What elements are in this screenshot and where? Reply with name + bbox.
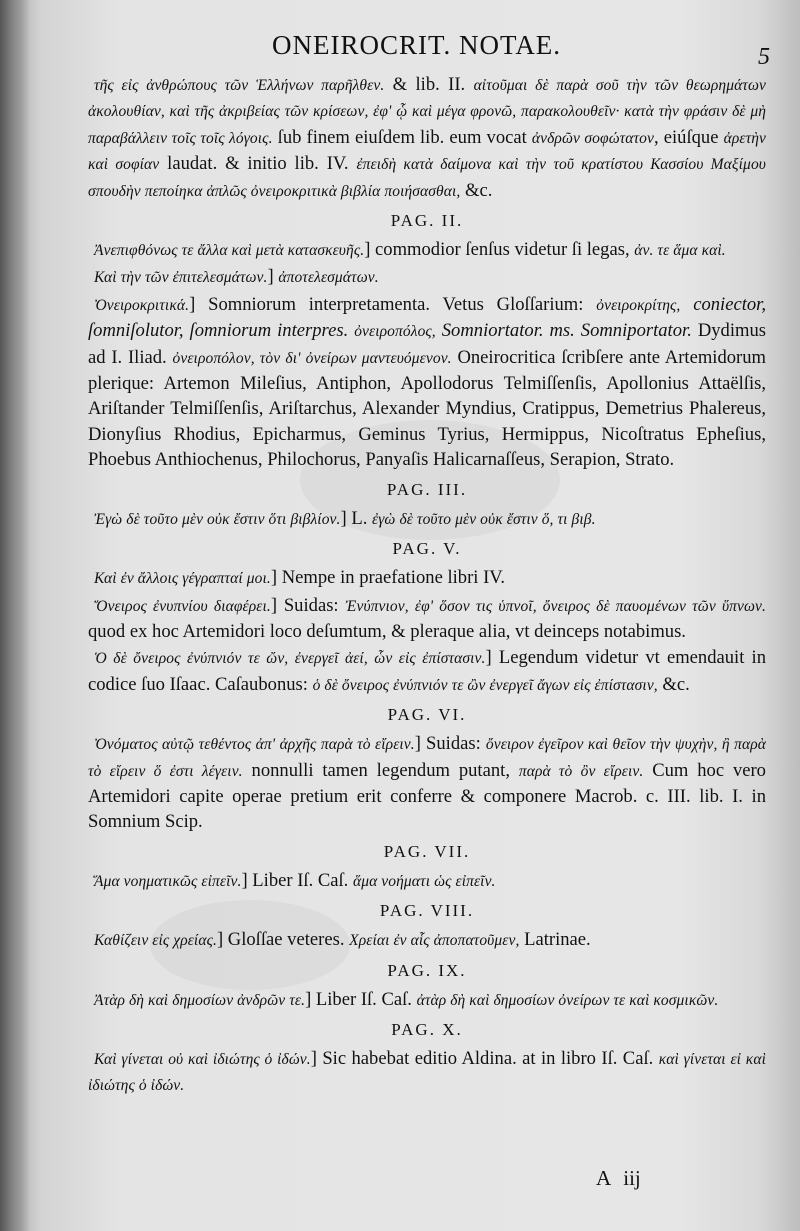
greek-lemma: Ὄνειρος ἐνυπνίου διαφέρει. (94, 597, 271, 615)
greek-lemma: Ὀνειροκριτικά. (94, 296, 190, 314)
latin-text: Dydimus ad I. Iliad. (88, 320, 767, 368)
greek-lemma: Ἐγὼ δὲ τοῦτο μὲν οὐκ ἔστιν ὅτι βιβλίον. (94, 510, 341, 528)
greek-text: ἀποτελεσμάτων. (278, 269, 379, 287)
page-gutter-shadow (0, 0, 30, 1231)
latin-italic-text: coniector, ſomniſolutor, ſomniorum interpres. (88, 293, 766, 342)
greek-lemma: Καθίζειν εἰς χρείας. (94, 932, 217, 950)
greek-lemma: Ἅμα νοηματικῶς εἰπεῖν. (94, 872, 242, 890)
note-paragraph (88, 593, 766, 645)
section-heading-pag-iii: PAG. III. (386, 479, 468, 499)
latin-text: ] Sic habebat editio Aldina. at in libro Iſ. Caſ. (310, 1047, 659, 1069)
latin-text: Oneirocritica ſcribſere ante Artemidorum plerique: Artemon Mileſius, Antiphon, Apollodorus Telmiſſenſis, Apollonius Attaëlſis, Ariſtander Telmiſſenſis, Ariſtarchus, Alexander Myndius, Cratippus, Demetrius Phalereus, Dionyſius Rhodius, Epicharmus, Geminus Tyrius, Hermippus, Nicoſtratus Epheſius, Phoebus Anthiochenus, Philochorus, Panyaſis Halicarnaſſeus, Serapion, Strato. (88, 346, 767, 471)
greek-lemma: Ἀνεπιφθόνως τε ἄλλα καὶ μετὰ κατασκευῆς. (94, 242, 365, 260)
running-title: ONEIROCRIT. NOTAE. (272, 30, 562, 60)
latin-text: ] Suidas: (414, 733, 486, 755)
note-paragraph (88, 1046, 766, 1099)
latin-text: ] (267, 266, 279, 288)
latin-text: quod ex hoc Artemidori loco deſumtum, & pleraque alia, vt deinceps notabimus. (88, 620, 686, 642)
latin-text: ] L. (340, 507, 373, 529)
greek-text: αἰτοῦμαι δὲ παρὰ σοῦ τὴν τῶν θεωρημάτων ἀκολουθίαν, καὶ τῆς ἀκριβείας τῶν κρίσεων, ἐφ' ᾧ καὶ μέγα φρονῶ, παρακολουθεῖν· κατὰ τὴν φράσιν δὲ μὴ παραβάλλειν τοῖς τοῖς λόγοις. (88, 77, 766, 147)
latin-text: , eiúſque (653, 126, 724, 148)
note-paragraph (88, 237, 766, 263)
section-heading-pag-ix: PAG. IX. (387, 960, 467, 980)
section-heading-pag-v: PAG. V. (392, 539, 462, 559)
page-header (0, 30, 800, 70)
latin-text: nonnulli tamen legendum putant, (242, 759, 519, 781)
latin-italic-text: ms. Somniportator. (549, 320, 692, 342)
note-paragraph (88, 565, 766, 591)
greek-text: Χρείαι ἐν αἷς ἀποπατοῦμεν, (349, 932, 520, 950)
latin-text: ] Gloſſae veteres. (216, 929, 350, 951)
latin-text: & lib. II. (384, 74, 474, 95)
latin-text: ſub finem eiuſdem lib. eum vocat (272, 126, 532, 148)
latin-text: ] Legendum videtur vt emendauit in codice ſuo Iſaac. Caſaubonus: (88, 647, 767, 695)
greek-text: ὁ δὲ ὄνειρος ἐνύπνιόν τε ὢν ἐνεργεῖ ἄγων εἰς ἐπίστασιν, (312, 676, 658, 694)
section-heading-pag-x: PAG. X. (391, 1019, 463, 1039)
greek-text: τῆς εἰς ἀνθρώπους τῶν Ἑλλήνων παρῆλθεν. (94, 77, 385, 94)
note-paragraph (88, 72, 766, 204)
note-paragraph (88, 731, 766, 835)
latin-text: ] Suidas: (270, 594, 346, 616)
section-heading-pag-viii: PAG. VIII. (379, 901, 475, 921)
latin-text: &c. (460, 179, 493, 201)
page-number: 5 (758, 44, 770, 70)
greek-lemma: Ὀνόματος αὐτῷ τεθέντος ἀπ' ἀρχῆς παρὰ τὸ εἴρειν. (94, 736, 415, 754)
greek-text: ἀν. τε ἅμα καὶ. (634, 242, 726, 260)
greek-lemma: Καὶ ἐν ἄλλοις γέγραπταί μοι. (94, 570, 271, 588)
greek-lemma: Καὶ γίνεται οὐ καὶ ἰδιώτης ὁ ἰδών. (94, 1050, 311, 1068)
greek-lemma: Ὁ δὲ ὄνειρος ἐνύπνιόν τε ὤν, ἐνεργεῖ ἀεί, ὧν εἰς ἐπίστασιν. (94, 650, 486, 668)
note-paragraph (88, 292, 766, 473)
greek-text: ὀνειροπόλον, τὸν δι' ὀνείρων μαντευόμενον. (172, 349, 452, 367)
latin-text: ] Liber Iſ. Caſ. (241, 869, 353, 891)
latin-text: Cum hoc vero Artemidori capite operae pretium erit conferre & componere Macrob. c. III. lib. I. in Somnium Scip. (88, 759, 766, 833)
greek-text: ὀνειροπόλος, (354, 323, 436, 341)
latin-text: ] commodior ſenſus videtur ſi legas, (364, 239, 635, 261)
section-heading-pag-ii: PAG. II. (390, 211, 464, 231)
greek-text: ὀνειροκρίτης, (596, 296, 681, 314)
greek-lemma: Ἀτὰρ δὴ καὶ δημοσίων ἀνδρῶν τε. (94, 991, 306, 1009)
greek-text: Ἐνύπνιον, ἐφ' ὅσον τις ὑπνοῖ, ὄνειρος δὲ παυομένων τῶν ὕπνων. (345, 597, 766, 615)
greek-text: ὄνειρον ἐγεῖρον καὶ θεῖον τὴν ψυχὴν, ἢ παρὰ τὸ εἴρειν ὅ ἐστι λέγειν. (88, 736, 766, 780)
greek-text: ἐγὼ δὲ τοῦτο μὲν οὐκ ἔστιν ὅ, τι βιβ. (372, 510, 596, 528)
greek-text: ἀτὰρ δὴ καὶ δημοσίων ὀνείρων τε καὶ κοσμικῶν. (416, 991, 719, 1009)
note-paragraph (88, 927, 766, 953)
note-paragraph (88, 868, 766, 894)
notes-body (88, 72, 766, 1099)
note-paragraph (88, 264, 766, 290)
latin-text: ] Somniorum interpretamenta. Vetus Gloſſarium: (189, 293, 597, 315)
greek-text: ἅμα νοήματι ὡς εἰπεῖν. (352, 872, 496, 890)
greek-text: ἀρετὴν καὶ σοφίαν (88, 129, 766, 174)
latin-text: ] Liber Iſ. Caſ. (305, 988, 417, 1010)
latin-italic-text: Somniortator. (435, 320, 550, 342)
greek-text: ἀνδρῶν σοφώτατον (531, 129, 654, 147)
section-heading-pag-vii: PAG. VII. (383, 841, 471, 861)
greek-text: παρὰ τὸ ὂν εἴρειν. (518, 762, 644, 780)
note-paragraph (88, 506, 766, 532)
note-paragraph (88, 987, 766, 1013)
greek-lemma: Καὶ τὴν τῶν ἐπιτελεσμάτων. (94, 269, 268, 287)
latin-text: Latrinae. (519, 929, 591, 951)
section-heading-pag-vi: PAG. VI. (387, 705, 467, 725)
latin-text: &c. (657, 673, 690, 695)
note-paragraph (88, 645, 766, 698)
signature-mark: A iij (596, 1166, 641, 1190)
latin-text: laudat. & initio lib. IV. (159, 153, 357, 175)
latin-text: ] Nempe in praefatione libri IV. (270, 567, 505, 589)
greek-text: καὶ γίνεται εἰ καὶ ἰδιώτης ὁ ἰδών. (88, 1050, 766, 1095)
greek-text: ἐπειδὴ κατὰ δαίμονα καὶ τὴν τοῦ κρατίστου Κασσίου Μαξίμου σπουδὴν πεποίηκα ἀπλῶς ὀνειροκριτικὰ βιβλία ποιήσασθαι, (88, 156, 767, 200)
